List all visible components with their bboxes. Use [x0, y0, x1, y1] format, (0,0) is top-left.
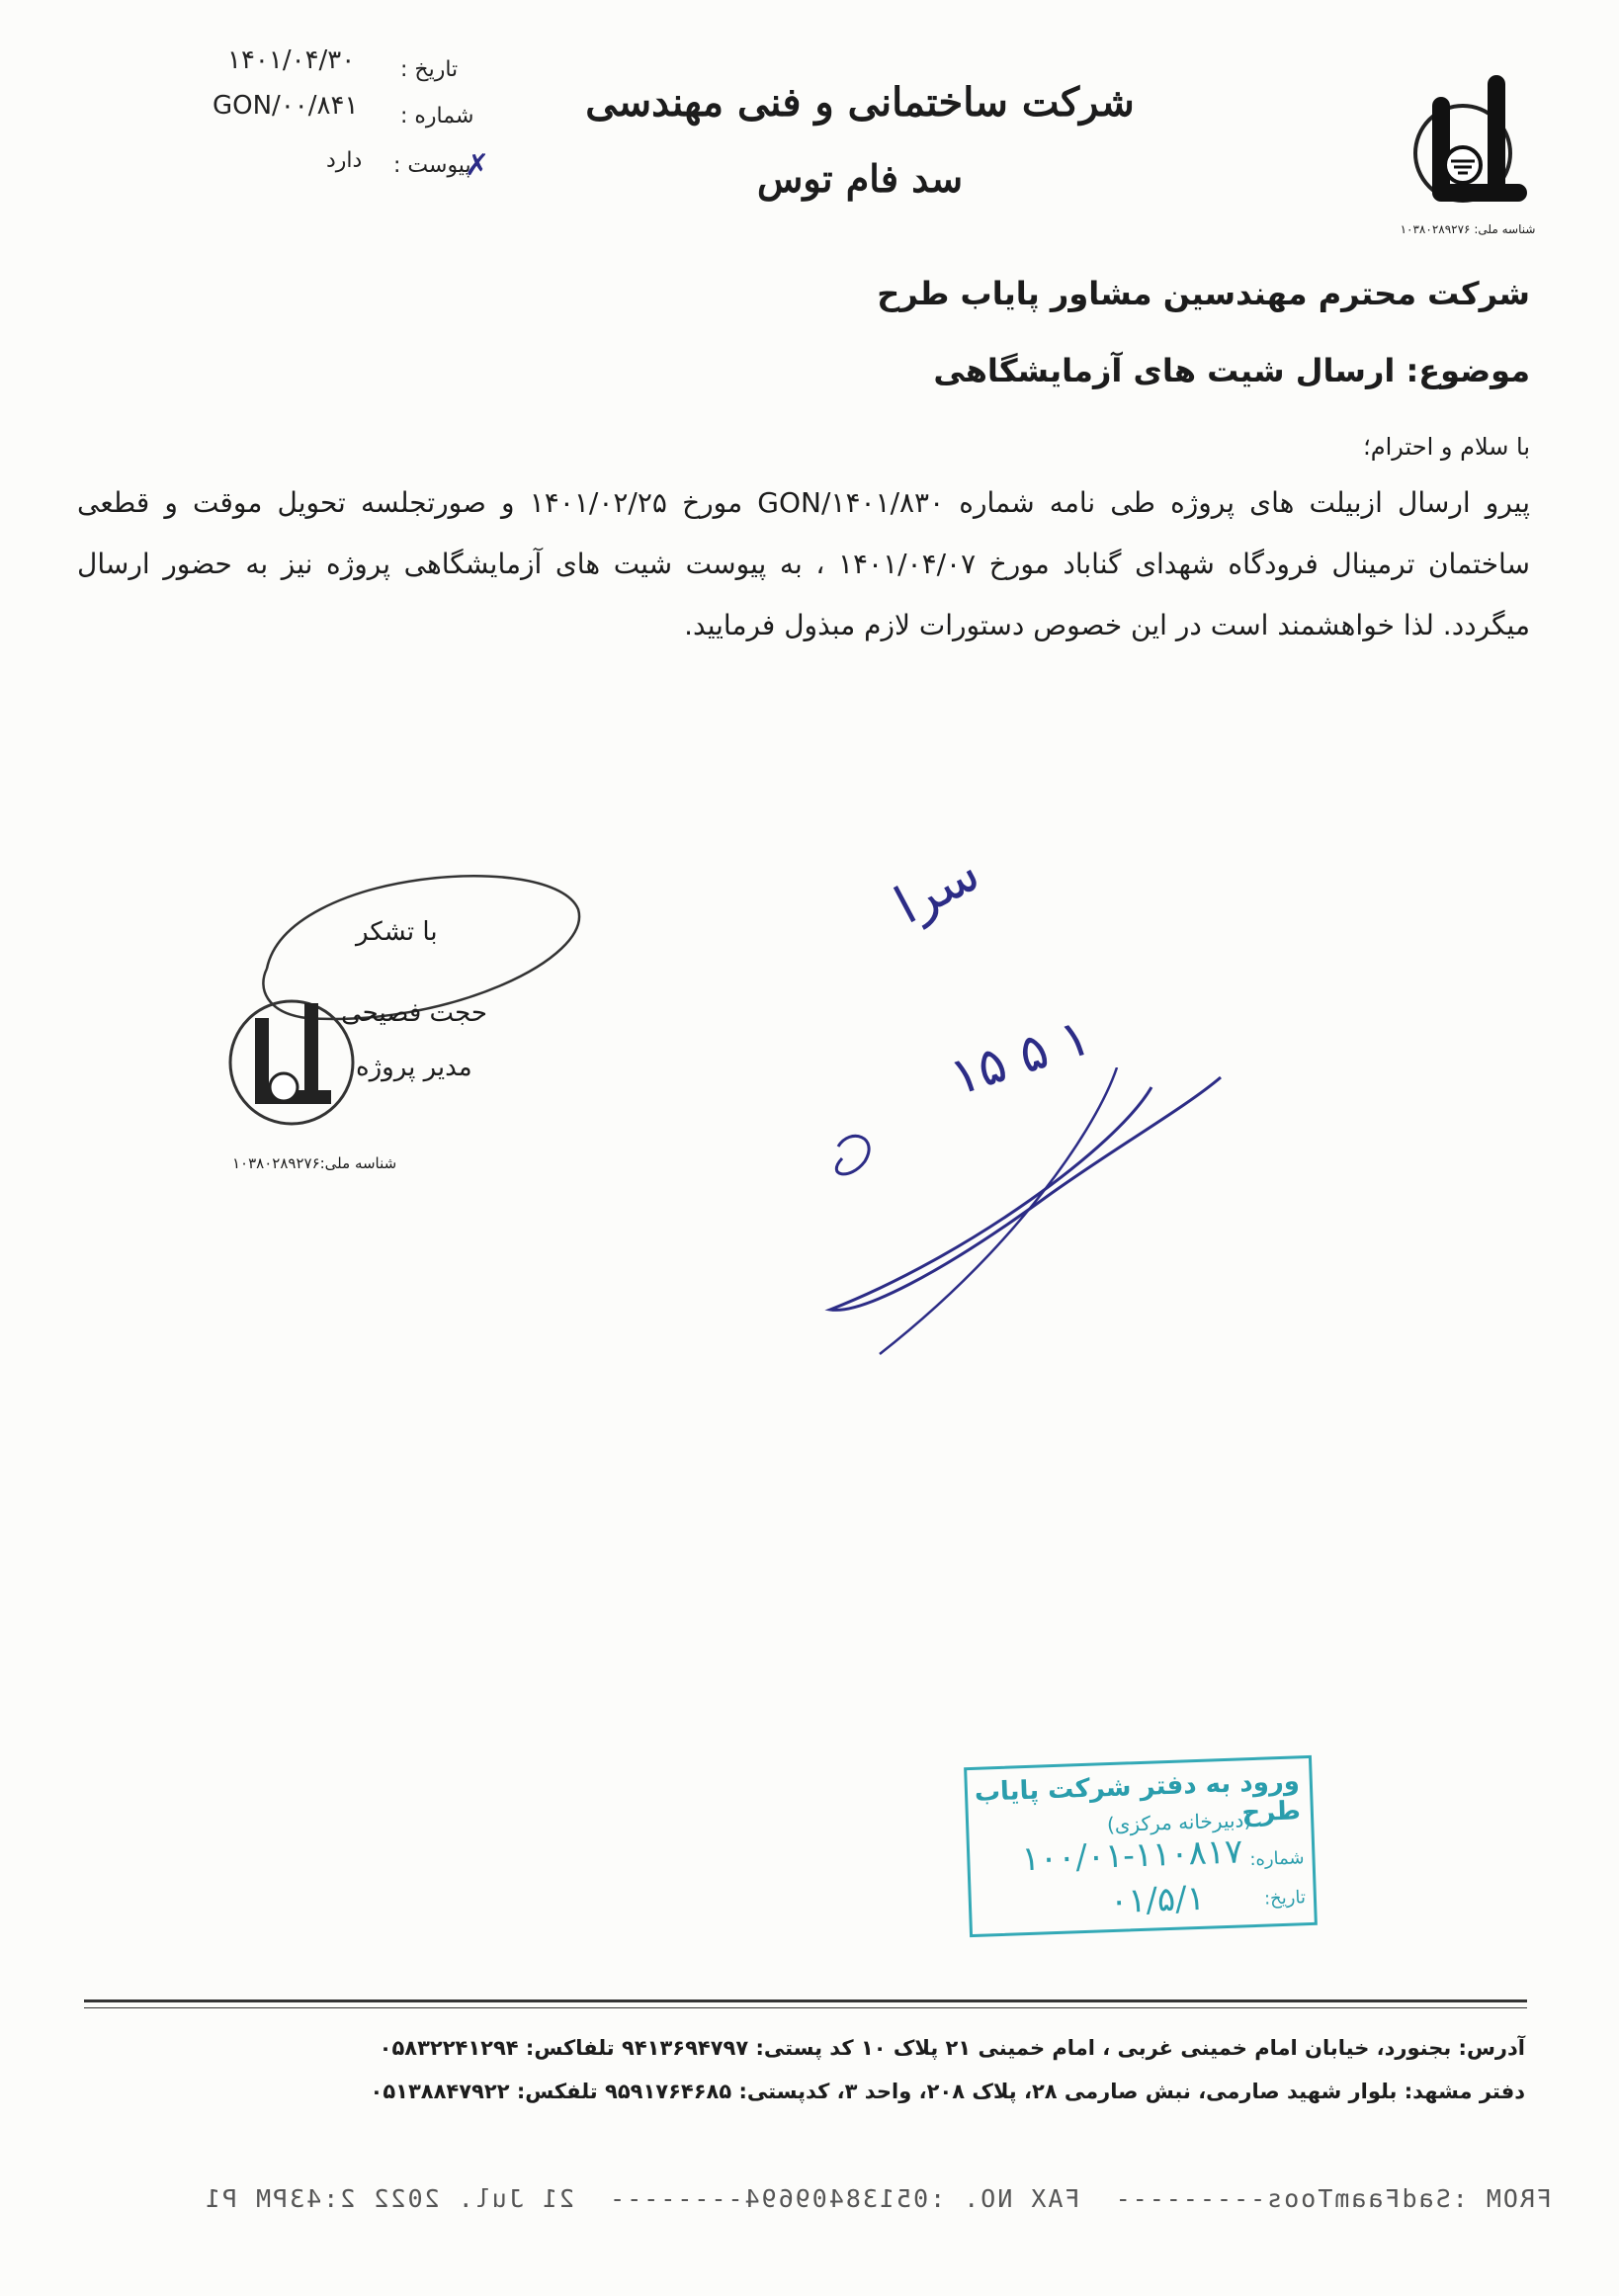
subject: موضوع: ارسال شیت های آزمایشگاهی — [933, 352, 1530, 389]
received-stamp — [964, 1755, 1318, 1937]
stamp-subtitle: (دبیرخانه مرکزی) — [1106, 1808, 1252, 1837]
handwritten-note-line2: ۱۵ ۵ ۱ — [943, 1007, 1098, 1108]
logo-caption: شناسه ملی: ۱۰۳۸۰۲۸۹۲۷۶ — [1400, 222, 1536, 236]
handwritten-strokes — [820, 1067, 1236, 1364]
checkmark-x-icon: ✗ — [465, 148, 490, 183]
company-name-line2: سد فام توس — [756, 156, 964, 201]
signer-name: حجت فصیحی — [341, 998, 487, 1028]
number-label: شماره : — [400, 104, 474, 128]
footer-rule-thin — [84, 2007, 1527, 2008]
seal-id: شناسه ملی:۱۰۳۸۰۲۸۹۲۷۶ — [232, 1154, 397, 1172]
letter-body: پیرو ارسال ازبیلت های پروژه طی نامه شماره GON/۱۴۰۱/۸۳۰ مورخ ۱۴۰۱/۰۲/۲۵ و صورتجلسه تحویل موقت و قطعی ساختمان ترمینال فرودگاه شهدای گناباد مورخ ۱۴۰۱/۰۴/۰۷ ، به پیوست شیت های آزمایشگاهی پروژه نیز به حضور ارسال میگردد. لذا خواهشمند است در این خصوص دستورات لازم مبذول فرمایید. — [77, 486, 1531, 641]
address-line1: آدرس: بجنورد، خیابان امام خمینی غربی ، امام خمینی ۲۱ پلاک ۱۰ کد پستی: ۹۴۱۳۶۹۴۷۹۷ تلفاکس: ۰۵۸۳۲۲۴۱۲۹۴ — [379, 2036, 1525, 2060]
recipient: شرکت محترم مهندسین مشاور پایاب طرح — [877, 275, 1530, 312]
stamp-title: ورود به دفتر شرکت پایاب طرح — [974, 1766, 1302, 1828]
stamp-date-value: ۰۱/۵/۱ — [1109, 1878, 1206, 1922]
address-line2: دفتر مشهد: بلوار شهید صارمی، نبش صارمی ۲۸، پلاک ۲۰۸، واحد ۳، کدپستی: ۹۵۹۱۷۶۴۶۸۵ تلفکس: ۰۵۱۳۸۸۴۷۹۲۲ — [370, 2080, 1525, 2103]
date-value: ۱۴۰۱/۰۴/۳۰ — [227, 45, 356, 75]
company-name-line1: شرکت ساختمانی و فنی مهندسی — [585, 79, 1135, 126]
footer-rule — [84, 1999, 1527, 2002]
greeting: با سلام و احترام؛ — [1363, 433, 1530, 461]
attachment-label: پیوست : — [393, 153, 471, 178]
signer-title: مدیر پروژه — [356, 1053, 472, 1082]
number-value: GON/۰۰/۸۴۱ — [213, 91, 359, 121]
stamp-number-label: شماره: — [1249, 1847, 1305, 1871]
closing: با تشکر — [356, 917, 438, 947]
handwritten-note-line1: سرا — [885, 843, 989, 936]
attachment-value: دارد — [326, 148, 363, 173]
company-logo — [1402, 54, 1538, 232]
date-label: تاریخ : — [400, 57, 459, 82]
fax-header-mirrored: FROM :SadFaamToos--------- FAX NO. :05138409694-------- 21 Jul. 2022 2:43PM P1 — [203, 2184, 1552, 2213]
stamp-date-label: تاریخ: — [1263, 1887, 1307, 1910]
stamp-number-value: ۱۰۰/۰۱-۱۱۰۸۱۷ — [1020, 1831, 1243, 1880]
